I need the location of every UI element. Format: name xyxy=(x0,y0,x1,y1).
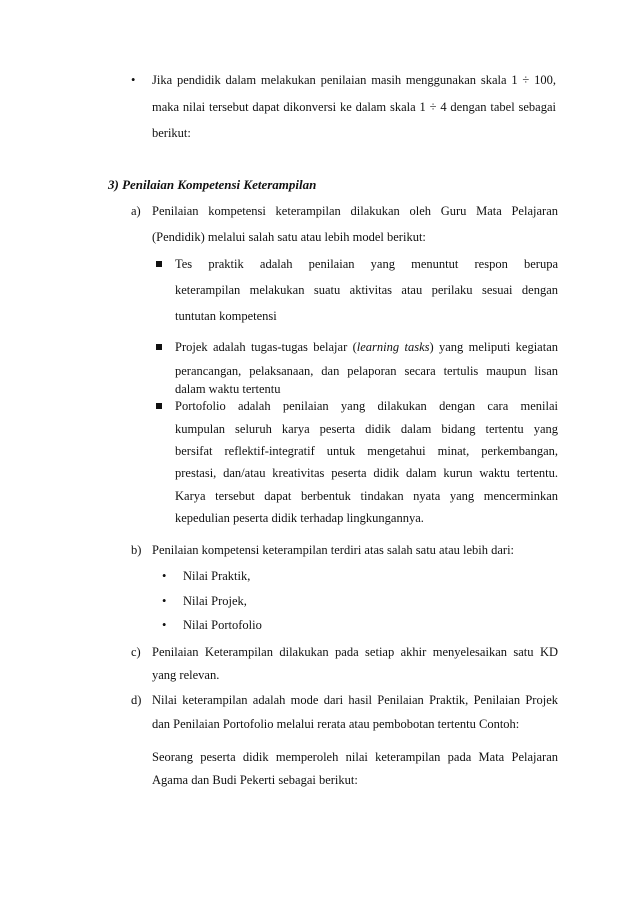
item-a-marker: a) xyxy=(131,204,141,218)
item-d-para-line-1: Seorang peserta didik memperoleh nilai keterampilan pada Mata Pelajaran xyxy=(152,750,558,764)
item-a-line-2: (Pendidik) melalui salah satu atau lebih model berikut: xyxy=(152,230,426,244)
item-b-sub-1: Nilai Praktik, xyxy=(183,569,251,583)
square-bullet-icon xyxy=(156,261,162,267)
sub-a2-line-1: Projek adalah tugas-tugas belajar (learning tasks) yang meliputi kegiatan xyxy=(175,340,559,354)
sub-a1-line-3: tuntutan kompetensi xyxy=(175,309,277,323)
sub-a1-line-1: Tes praktik adalah penilaian yang menuntut respon berupa xyxy=(175,257,558,271)
sub-a3-line-4: prestasi, dan/atau kreativitas peserta didik dalam kurun waktu tertentu. xyxy=(175,466,558,480)
sub-a2-line-3: dalam waktu tertentu xyxy=(175,382,281,396)
sub-a2-line-2: perancangan, pelaksanaan, dan pelaporan secara tertulis maupun lisan xyxy=(175,364,558,378)
item-d-line-2: dan Penilaian Portofolio melalui rerata atau pembobotan tertentu Contoh: xyxy=(152,717,520,731)
intro-bullet: • xyxy=(131,73,136,87)
item-c-line-2: yang relevan. xyxy=(152,668,220,682)
sub-a3-line-1: Portofolio adalah penilaian yang dilakukan dengan cara menilai xyxy=(175,399,558,413)
section-heading: 3) Penilaian Kompetensi Keterampilan xyxy=(108,177,317,192)
sub-a1-line-2: keterampilan melakukan suatu aktivitas atau perilaku sesuai dengan xyxy=(175,283,558,297)
item-c-line-1: Penilaian Keterampilan dilakukan pada setiap akhir menyelesaikan satu KD xyxy=(152,645,558,659)
item-b-marker: b) xyxy=(131,543,142,557)
item-c-marker: c) xyxy=(131,645,141,659)
intro-line-3: berikut: xyxy=(152,126,191,140)
sub-a3-line-2: kumpulan seluruh karya peserta didik dalam bidang tertentu yang xyxy=(175,422,558,436)
term-learning-tasks: learning tasks xyxy=(356,340,430,354)
sub-a3-line-5: Karya tersebut dapat berbentuk tindakan nyata yang mencerminkan xyxy=(175,489,558,503)
item-d-line-1: Nilai keterampilan adalah mode dari hasil Penilaian Praktik, Penilaian Projek xyxy=(152,693,558,707)
item-d-marker: d) xyxy=(131,693,142,707)
intro-line-2: maka nilai tersebut dapat dikonversi ke dalam skala 1 ÷ 4 dengan tabel sebagai xyxy=(152,100,556,114)
item-b-sub-3: Nilai Portofolio xyxy=(183,618,262,632)
item-b-bullet: • xyxy=(162,594,167,608)
item-b-line-1: Penilaian kompetensi keterampilan terdiri atas salah satu atau lebih dari: xyxy=(152,543,515,557)
sub-a3-line-6: kepedulian peserta didik terhadap lingkungannya. xyxy=(175,511,424,525)
square-bullet-icon xyxy=(156,344,162,350)
item-a-line-1: Penilaian kompetensi keterampilan dilakukan oleh Guru Mata Pelajaran xyxy=(152,204,558,218)
item-b-bullet: • xyxy=(162,569,167,583)
item-d-para-line-2: Agama dan Budi Pekerti sebagai berikut: xyxy=(152,773,358,787)
sub-a3-line-3: bersifat reflektif-integratif untuk mengetahui minat, perkembangan, xyxy=(175,444,558,458)
item-b-sub-2: Nilai Projek, xyxy=(183,594,247,608)
square-bullet-icon xyxy=(156,403,162,409)
item-b-bullet: • xyxy=(162,618,167,632)
intro-line-1: Jika pendidik dalam melakukan penilaian masih menggunakan skala 1 ÷ 100, xyxy=(152,73,556,87)
